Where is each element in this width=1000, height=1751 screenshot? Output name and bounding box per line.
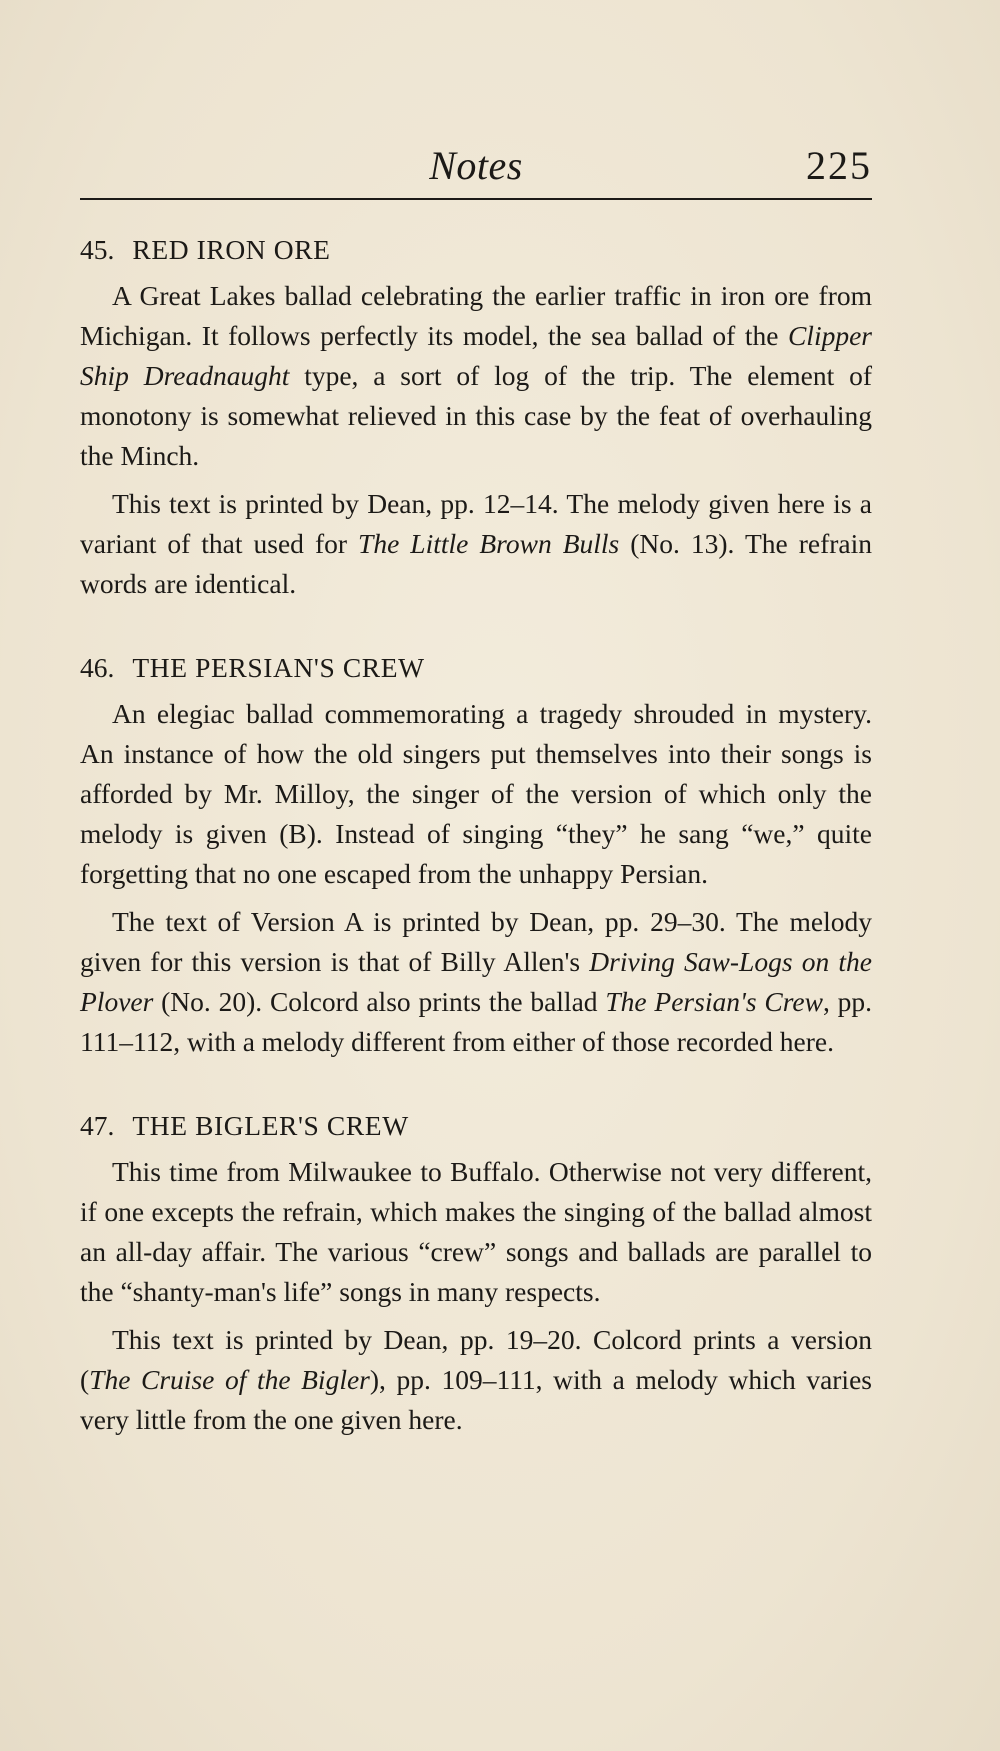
- note-number: 45.: [80, 234, 115, 265]
- running-head: Notes: [429, 143, 523, 188]
- note-number: 46.: [80, 652, 115, 683]
- text-run: This time from Milwaukee to Buffalo. Otherwise not very different, if one excepts the refrain, which makes the singing of the ballad almost an all-day affair. The various “crew” songs and ballads are parallel to the “shanty-man's life” songs in many respects.: [80, 1156, 872, 1307]
- note-entry: [80, 648, 872, 1062]
- page-header: [80, 138, 872, 202]
- note-title: RED IRON ORE: [132, 234, 331, 265]
- header-rule: [80, 198, 872, 200]
- note-title: THE PERSIAN'S CREW: [132, 652, 425, 683]
- note-paragraph: [80, 1152, 872, 1312]
- note-heading: [80, 1106, 872, 1146]
- text-run: This text is printed by Dean, pp. 19–20. Colcord prints a version (: [80, 1324, 872, 1395]
- text-run: ), pp. 109–111, with a melody which varies very little from the one given here.: [80, 1364, 872, 1435]
- notes-body: [80, 230, 872, 1484]
- note-entry: [80, 230, 872, 604]
- text-run: (No. 20). Colcord also prints the ballad: [153, 986, 606, 1017]
- note-number: 47.: [80, 1110, 115, 1141]
- note-heading: [80, 230, 872, 270]
- text-run: , pp. 111–112, with a melody different from either of those recorded here.: [80, 986, 873, 1057]
- italic-title: The Little Brown Bulls: [358, 528, 620, 559]
- text-run: An elegiac ballad commemorating a tragedy shrouded in mystery. An instance of how the old singers put themselves into their songs is afforded by Mr. Milloy, the singer of the version of which only the melody is given (B). Instead of singing “they” he sang “we,” quite forgetting that no one escaped from the unhappy Persian.: [80, 698, 872, 889]
- italic-title: Clipper Ship Dreadnaught: [80, 320, 872, 391]
- text-run: The text of Version A is printed by Dean, pp. 29–30. The melody given for this version is that of Billy Allen's: [80, 906, 872, 977]
- text-run: This text is printed by Dean, pp. 12–14. The melody given here is a variant of that used for: [80, 488, 872, 559]
- note-paragraph: [80, 276, 872, 476]
- note-title: THE BIGLER'S CREW: [132, 1110, 409, 1141]
- note-paragraph: [80, 694, 872, 894]
- text-run: (No. 13). The refrain words are identical.: [80, 528, 872, 599]
- note-paragraph: [80, 902, 872, 1062]
- text-run: type, a sort of log of the trip. The element of monotony is somewhat relieved in this case by the feat of overhauling the Minch.: [80, 360, 872, 471]
- note-paragraph: [80, 1320, 872, 1440]
- italic-title: The Cruise of the Bigler: [89, 1364, 370, 1395]
- italic-title: The Persian's Crew: [605, 986, 823, 1017]
- page-number: 225: [806, 143, 872, 188]
- note-entry: [80, 1106, 872, 1440]
- italic-title: Driving Saw-Logs on the Plover: [80, 946, 873, 1017]
- text-run: A Great Lakes ballad celebrating the earlier traffic in iron ore from Michigan. It follows perfectly its model, the sea ballad of the: [80, 280, 872, 351]
- note-heading: [80, 648, 872, 688]
- note-paragraph: [80, 484, 872, 604]
